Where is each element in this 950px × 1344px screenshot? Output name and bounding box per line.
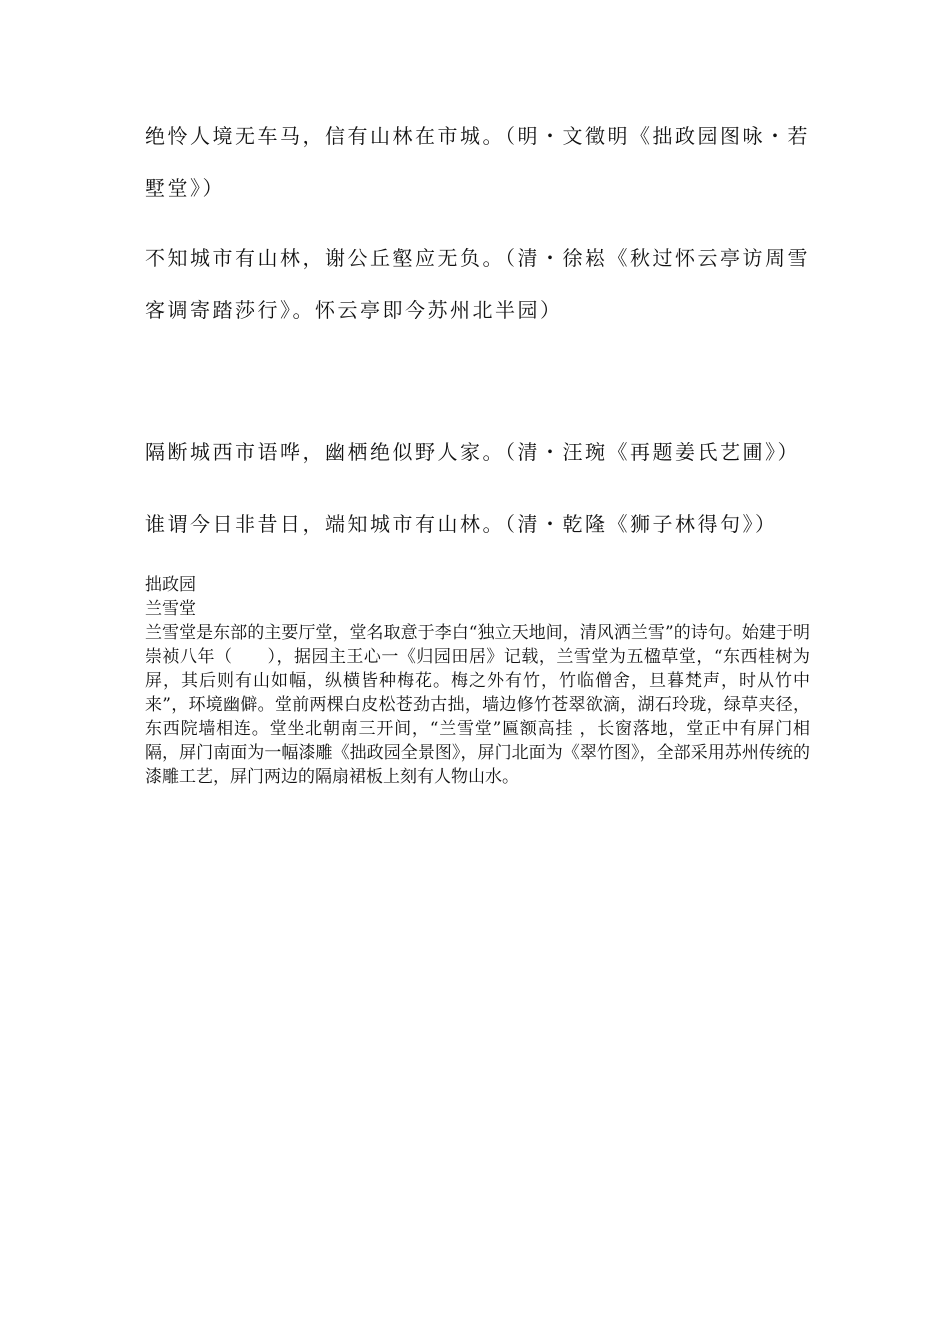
poem-quote-2: 不知城市有山林，谢公丘壑应无负。（清・徐崧《秋过怀云亭访周雪客调寄踏莎行》。怀云亭即今苏州北半园）	[145, 246, 810, 322]
poem-quote-1: 绝怜人境无车马，信有山林在市城。（明・文徵明《拙政园图咏・若墅堂》）	[145, 124, 810, 200]
garden-title: 拙政园	[145, 575, 196, 595]
hall-title: 兰雪堂	[145, 599, 196, 619]
hall-description: 兰雪堂是东部的主要厅堂，堂名取意于李白“独立天地间，清风洒兰雪”的诗句。始建于明崇祯八年（ ），据园主王心一《归园田居》记载，兰雪堂为五楹草堂，“东西桂树为屏，其后则有山如幅，纵横皆种梅花。梅之外有竹，竹临僧舍，旦暮梵声，时从竹中来”，环境幽僻。堂前两棵白皮松苍劲古拙，墙边修竹苍翠欲滴，湖石玲珑，绿草夹径，东西院墙相连。堂坐北朝南三开间，“兰雪堂”匾额高挂 ，长窗落地，堂正中有屏门相隔，屏门南面为一幅漆雕《拙政园全景图》，屏门北面为《翠竹图》，全部采用苏州传统的漆雕工艺，屏门两边的隔扇裙板上刻有人物山水。	[145, 623, 810, 787]
poem-quote-3: 隔断城西市语哗，幽栖绝似野人家。（清・汪琬《再题姜氏艺圃》）	[145, 440, 800, 464]
poem-quote-4: 谁谓今日非昔日，端知城市有山林。（清・乾隆《狮子林得句》）	[145, 512, 778, 536]
garden-section	[145, 573, 810, 789]
